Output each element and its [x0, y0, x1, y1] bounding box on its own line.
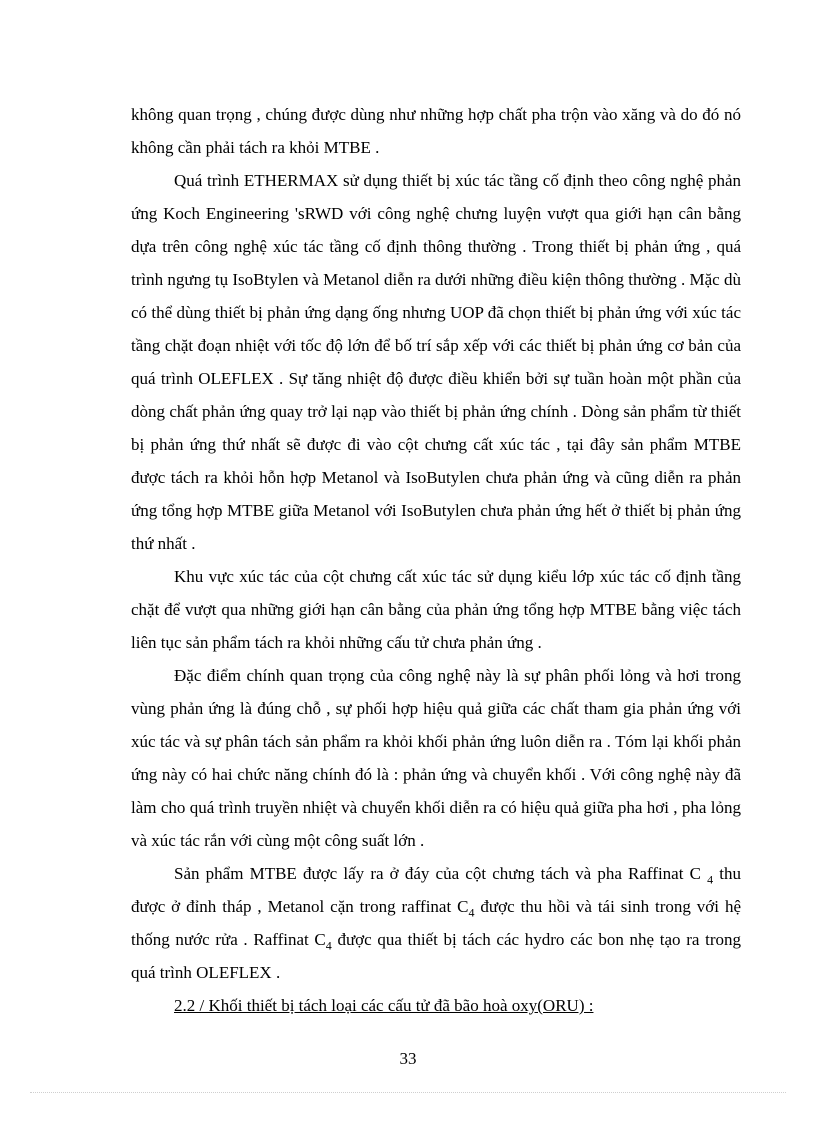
paragraph-p1 [131, 98, 741, 164]
body-text [131, 98, 741, 1022]
text-run: Sản phẩm MTBE được lấy ra ở đáy của cột chưng tách và pha Raffinat C [174, 864, 708, 883]
subscript: 4 [468, 905, 475, 920]
text-run: thu được ở đỉnh tháp , Metanol cặn trong raffinat C [131, 864, 741, 916]
text-run: được thu hồi và tái sinh trong với hệ thống nước rửa . Raffinat C [131, 897, 741, 949]
page-number: 33 [399, 1049, 417, 1068]
paragraph-p2 [131, 164, 741, 560]
subscript: 4 [325, 938, 332, 953]
paragraph-p4 [131, 659, 741, 857]
text-run: Khu vực xúc tác của cột chưng cất xúc tác sử dụng kiểu lớp xúc tác cố định tầng chặt để vượt qua những giới hạn cân bằng của phản ứng tổng hợp MTBE bằng việc tách liên tục sản phẩm tách ra khỏi những cấu tử chưa phản ứng . [131, 567, 741, 652]
section-heading: 2.2 / Khối thiết bị tách loại các cấu tử đã bão hoà oxy(ORU) : [174, 996, 594, 1015]
text-run: không quan trọng , chúng được dùng như những hợp chất pha trộn vào xăng và do đó nó không cần phải tách ra khỏi MTBE . [131, 105, 741, 157]
page-bottom-border [30, 1092, 786, 1093]
text-run: Quá trình ETHERMAX sử dụng thiết bị xúc tác tầng cố định theo công nghệ phản ứng Koch Engineering 'sRWD với công nghệ chưng luyện vượt qua giới hạn cân bằng dựa trên công nghệ xúc tác tầng cố định thông thường . Trong thiết bị phản ứng , quá trình ngưng tụ IsoBtylen và Metanol diễn ra dưới những điều kiện thông thường . Mặc dù có thể dùng thiết bị phản ứng dạng ống nhưng UOP đã chọn thiết bị phản ứng với xúc tác tầng chặt đoạn nhiệt với tốc độ lớn để bố trí sắp xếp với các thiết bị phản ứng cơ bản của quá trình OLEFLEX . Sự tăng nhiệt độ được điều khiển bởi sự tuần hoàn một phần của dòng chất phản ứng quay trở lại nạp vào thiết bị phản ứng chính . Dòng sản phẩm từ thiết bị phản ứng thứ nhất sẽ được đi vào cột chưng cất xúc tác , tại đây sản phẩm MTBE được tách ra khỏi hỗn hợp Metanol và IsoButylen chưa phản ứng và cũng diễn ra phản ứng tổng hợp MTBE giữa Metanol với IsoButylen chưa phản ứng hết ở thiết bị phản ứng thứ nhất . [131, 171, 741, 553]
text-run: Đặc điểm chính quan trọng của công nghệ này là sự phân phối lỏng và hơi trong vùng phản ứng là đúng chỗ , sự phối hợp hiệu quả giữa các chất tham gia phản ứng với xúc tác và sự phân tách sản phẩm ra khỏi khối phản ứng luôn diễn ra . Tóm lại khối phản ứng này có hai chức năng chính đó là : phản ứng và chuyển khối . Với công nghệ này đã làm cho quá trình truyền nhiệt và chuyển khối diễn ra có hiệu quả giữa pha hơi , pha lỏng và xúc tác rắn với cùng một công suất lớn . [131, 666, 741, 850]
subscript: 4 [707, 872, 714, 887]
paragraph-p3 [131, 560, 741, 659]
text-run: được qua thiết bị tách các hydro các bon nhẹ tạo ra trong quá trình OLEFLEX . [131, 930, 742, 982]
paragraph-p5 [131, 857, 741, 989]
